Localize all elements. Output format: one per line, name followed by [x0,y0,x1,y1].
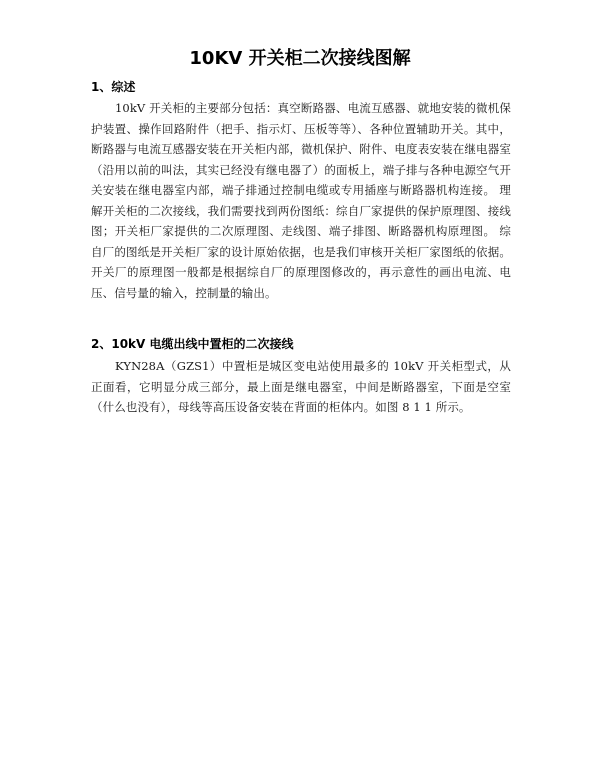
section-paragraph-cable-outlet: KYN28A（GZS1）中置柜是城区变电站使用最多的 10kV 开关柜型式，从正面看，它明显分成三部分，最上面是继电器室，中间是断路器室，下面是空室（什么也没有），母线等高压设备安装在背面的柜体内。如图 8 1 1 所示。 [91,359,511,414]
section-heading-overview: 1、综述 [91,80,136,94]
document-title: 10KV 开关柜二次接线图解 [189,48,411,69]
section-heading-cable-outlet: 2、10kV 电缆出线中置柜的二次接线 [91,337,294,351]
section-paragraph-overview: 10kV 开关柜的主要部分包括：真空断路器、电流互感器、就地安装的微机保护装置、操作回路附件（把手、指示灯、压板等等）、各种位置辅助开关。其中，断路器与电流互感器安装在开关柜内部，微机保护、附件、电度表安装在继电器室（沿用以前的叫法，其实已经没有继电器了）的面板上，端子排与各种电源空气开关安装在继电器室内部，端子排通过控制电缆或专用插座与断路器机构连接。 理解开关柜的二次接线，我们需要找到两份图纸：综自厂家提供的保护原理图、接线图；开关柜厂家提供的二次原理图、走线图、端子排图、断路器机构原理图。 综自厂的图纸是开关柜厂家的设计原始依据，也是我们审核开关柜厂家图纸的依据。开关厂的原理图一般都是根据综自厂的原理图修改的，再示意性的画出电流、电压、信号量的输入，控制量的输出。 [91,101,511,300]
